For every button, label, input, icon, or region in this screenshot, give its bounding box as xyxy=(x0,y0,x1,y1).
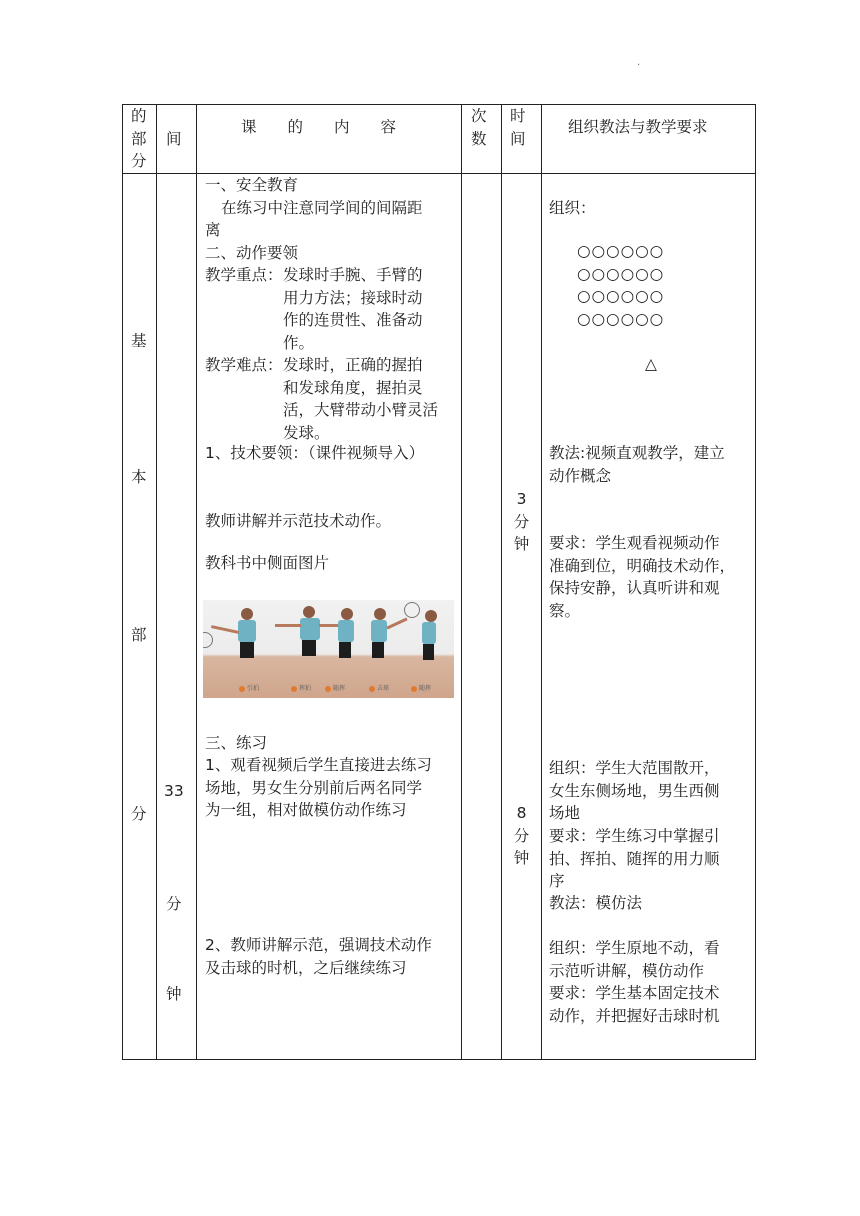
photo-caption: 挥拍 xyxy=(291,683,311,692)
section-label-3: 部 xyxy=(131,626,147,644)
table-bottom-border xyxy=(122,1059,756,1060)
header-count: 次 数 xyxy=(471,107,487,148)
method-2: 教法：模仿法 xyxy=(549,894,643,912)
key-point-text: 发球时手腕、手臂的 用力方法；接球时动 作的连贯性、准备动 作。 xyxy=(283,266,423,352)
key-point-label: 教学重点： xyxy=(205,266,283,284)
requirement-3: 要求：学生基本固定技术 动作，并把握好击球时机 xyxy=(549,984,720,1025)
practice-title: 三、练习 xyxy=(205,734,268,752)
student-formation: ○○○○○○ ○○○○○○ ○○○○○○ ○○○○○○ xyxy=(577,242,665,328)
safety-title: 一、安全教育 xyxy=(205,176,299,194)
col-border xyxy=(541,104,542,1060)
textbook-picture-label: 教科书中侧面图片 xyxy=(205,554,330,572)
photo-caption: 击球 xyxy=(369,683,389,692)
teacher-demo: 教师讲解并示范技术动作。 xyxy=(205,512,392,530)
practice-1-text: 1、观看视频后学生直接进去练习 场地，男女生分别前后两名同学 为一组，相对做模仿动作练习 xyxy=(205,756,432,819)
photo-caption: 引拍 xyxy=(239,683,259,692)
section-label-2: 本 xyxy=(131,468,147,486)
organization-2: 组织：学生大范围散开， 女生东侧场地，男生西侧 场地 xyxy=(549,759,720,822)
header-time: 时 间 xyxy=(510,107,526,148)
col-border xyxy=(755,104,756,1060)
badminton-serve-photo xyxy=(203,600,454,698)
header-organization: 组织教法与教学要求 xyxy=(568,118,708,136)
table-top-border xyxy=(122,104,756,105)
practice-2-text: 2、教师讲解示范，强调技术动作 及击球的时机，之后继续练习 xyxy=(205,936,432,977)
organization-3: 组织：学生原地不动，看 示范听讲解，模仿动作 xyxy=(549,939,720,980)
difficulty-label: 教学难点： xyxy=(205,356,283,374)
total-time-number: 33 xyxy=(164,782,184,800)
header-content: 课 的 内 容 xyxy=(241,118,397,136)
page-mark: · xyxy=(637,60,641,71)
header-part: 的 部 分 xyxy=(131,107,147,170)
org-label: 组织： xyxy=(549,199,596,217)
photo-caption: 随挥 xyxy=(325,683,345,692)
total-time-unit-2: 钟 xyxy=(166,985,182,1003)
col-border xyxy=(461,104,462,1060)
requirement-2: 要求：学生练习中掌握引 拍、挥拍、随挥的用力顺 序 xyxy=(549,827,720,890)
safety-text: 在练习中注意同学间的间隔距 xyxy=(221,199,423,217)
col-border xyxy=(501,104,502,1060)
photo-caption: 随挥 xyxy=(411,683,431,692)
difficulty-text: 发球时，正确的握拍 和发球角度，握拍灵 活，大臂带动小臂灵活 发球。 xyxy=(283,356,439,442)
time-1: 3 分 钟 xyxy=(513,490,530,553)
total-time-unit-1: 分 xyxy=(166,895,182,913)
safety-text-cont: 离 xyxy=(205,221,221,239)
col-border xyxy=(196,104,197,1060)
header-time-total: 间 xyxy=(166,130,182,148)
section-label-1: 基 xyxy=(131,332,147,350)
requirement-1: 要求：学生观看视频动作 准确到位，明确技术动作， 保持安静，认真听讲和观 察。 xyxy=(549,534,736,620)
teacher-position-mark: △ xyxy=(645,355,657,373)
method-1: 教法:视频直观教学，建立 动作概念 xyxy=(549,444,725,485)
section-label-4: 分 xyxy=(131,805,147,823)
tech-title: 1、技术要领：（课件视频导入） xyxy=(205,444,425,462)
col-border xyxy=(122,104,123,1060)
time-2: 8 分 钟 xyxy=(513,804,530,867)
col-border xyxy=(156,104,157,1060)
essentials-title: 二、动作要领 xyxy=(205,244,299,262)
